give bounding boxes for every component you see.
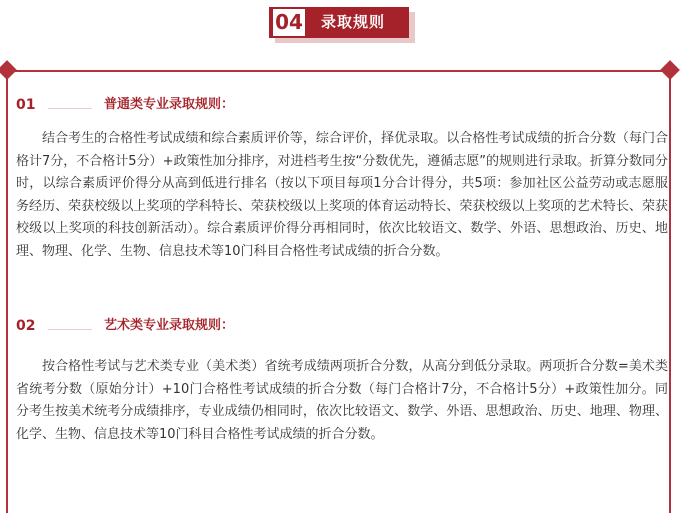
section-body-art: 按合格性考试与艺术类专业（美术类）省统考成绩两项折合分数，从高分到低分录取。两项折合分数=美术类省统考分数（原始分计）+10门合格性考试成绩的折合分数（每门合格计7分，不合格计5分）+政策性加分。同分考生按美术统考分成绩排序，专业成绩仍相同时，依次比较语文、数学、外语、思想政治、历史、地理、物理、化学、生物、信息技术等10门科目合格性考试成绩的折合分数。 xyxy=(16,359,668,442)
heading-divider xyxy=(48,329,92,330)
section-title: 普通类专业录取规则： xyxy=(104,97,235,112)
section-body-general: 结合考生的合格性考试成绩和综合素质评价等，综合评价，择优录取。以合格性考试成绩的折合分数（每门合格计7分，不合格计5分）+政策性加分排序，对进档考生按“分数优先，遵循志愿”的规则进行录取。折算分数同分时，以综合素质评价得分从高到低进行排名（按以下项目每项1分合计得分，共5项：参加社区公益劳动或志愿服务经历、荣获校级以上奖项的学科特长、荣获校级以上奖项的体育运动特长、荣获校级以上奖项的艺术特长、荣获校级以上奖项的科技创新活动）。综合素质评价得分再相同时，依次比较语文、数学、外语、思想政治、历史、地理、物理、化学、生物、信息技术等10门科目合格性考试成绩的折合分数。 xyxy=(16,131,668,259)
heading-divider xyxy=(48,108,92,109)
header-number: 04 xyxy=(273,9,305,36)
header-title: 录取规则 xyxy=(321,13,386,31)
header-banner xyxy=(269,7,409,38)
section-header xyxy=(269,7,415,43)
section-number: 02 xyxy=(16,318,36,334)
section-number: 01 xyxy=(16,97,36,113)
section-title: 艺术类专业录取规则： xyxy=(104,318,235,333)
